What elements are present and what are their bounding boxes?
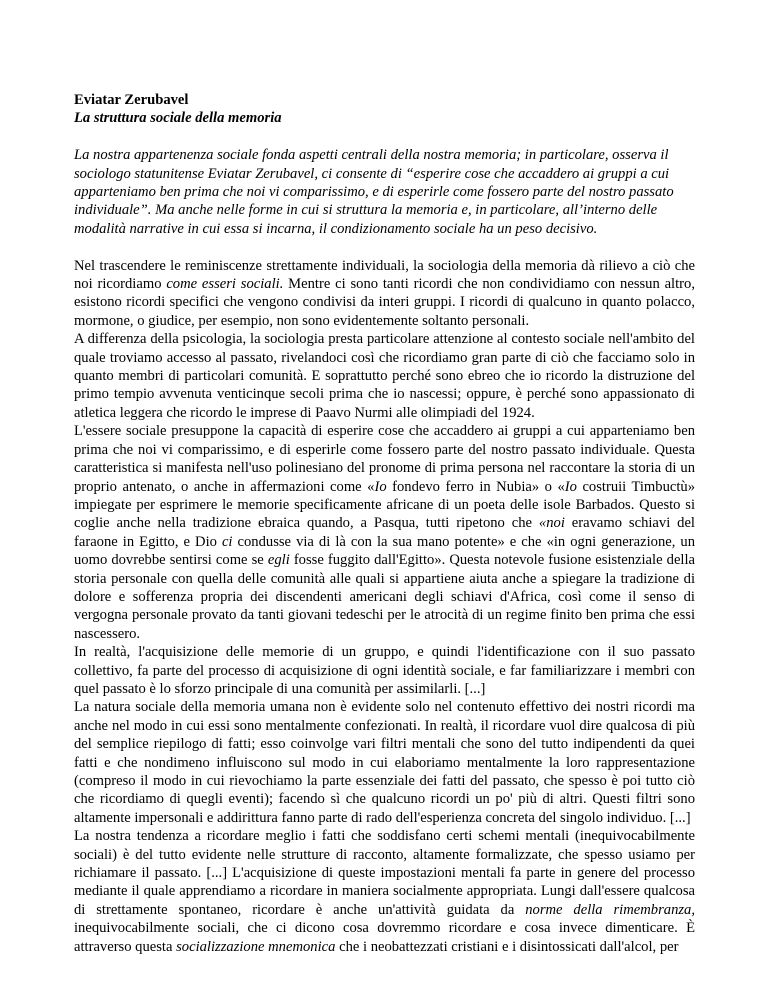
document-content [74, 91, 695, 956]
emphasis: norme della rimembranza, [525, 901, 695, 918]
emphasis: «noi [538, 515, 565, 532]
emphasis: ci [221, 533, 233, 550]
body-paragraph-2: A differenza della psicologia, la sociologia presta particolare attenzione al contesto sociale nell'ambito del quale troviamo accesso al passato, rivelandoci così che ricordiamo gran parte di ciò che facciamo solo in quanto membri di particolari comunità. E soprattutto perché sono ebreo che io ricordo la distruzione del primo tempio avvenuta venticinque secoli prima che io nascessi; oppure, è perché sono appassionato di atletica leggera che ricordo le imprese di Paavo Nurmi alle olimpiadi del 1924. [74, 331, 695, 421]
author-name: Eviatar Zerubavel [74, 92, 189, 108]
emphasis: come esseri sociali. [166, 276, 284, 293]
emphasis: Io [564, 478, 577, 495]
body-paragraph-4: In realtà, l'acquisizione delle memorie di un gruppo, e quindi l'identificazione con il suo passato collettivo, fa parte del processo di acquisizione di ogni identità sociale, e far familiarizzare i membri con quel passato è lo sforzo principale di una comunità per assimilarli. [...] [74, 644, 695, 697]
emphasis: egli [267, 552, 290, 569]
body-paragraph-3: L'essere sociale presuppone la capacità di esperire cose che accaddero ai gruppi a cui apparteniamo ben prima che noi vi comparissimo, e di esperirle come fossero parte del nostro passato individuale. Questa caratteristica si manifesta nell'uso polinesiano del pronome di prima persona nel raccontare la storia di un proprio antenato, o anche in affermazioni come «Io fondevo ferro in Nubia» o «Io costruii Timbuctù» impiegate per esprimere le memorie specificamente africane di un poeta delle isole Barbados. Questo si coglie anche nella tradizione ebraica quando, a Pasqua, tutti ripetono che «noi eravamo schiavi del faraone in Egitto, e Dio ci condusse via di là con la sua mano potente» e che «in ogni generazione, un uomo dovrebbe sentirsi come se egli fosse fuggito dall'Egitto». Questa notevole fusione esistenziale della storia personale con quella delle comunità alle quali si appartiene aiuta anche a spiegare la tradizione di dolore e sofferenza propria dei discendenti americani degli schiavi d'Africa, così come il senso di vergogna personale provato da tanti giovani tedeschi per le atrocità di un regime finito ben prima che essi nascessero. [74, 423, 696, 642]
emphasis: socializzazione mnemonica [176, 938, 336, 955]
body-paragraph-1: Nel trascendere le reminiscenze strettamente individuali, la sociologia della memoria dà rilievo a ciò che noi ricordiamo come esseri sociali. Mentre ci sono tanti ricordi che non condividiamo con nessun altro, esistono ricordi specifici che vengono condivisi da interi gruppi. I ricordi di qualcuno in quanto polacco, mormone, o giudice, per esempio, non sono evidentemente soltanto personali. [74, 257, 695, 329]
body-text [74, 257, 695, 956]
body-paragraph-5: La natura sociale della memoria umana non è evidente solo nel contenuto effettivo dei nostri ricordi ma anche nel modo in cui essi sono mentalmente confezionati. In realtà, il ricordare vuol dire qualcosa di più del semplice riepilogo di fatti; esso coinvolge vari filtri mentali che sono del tutto indipendenti da quei fatti e che nondimeno influiscono sul modo in cui elaboriamo mentalmente la loro rappresentazione (compreso il modo in cui rievochiamo la parte essenziale dei fatti del passato, che spesso è poi tutto ciò che ricordiamo di quegli eventi); facendo sì che qualcuno ricordi un po' più di altri. Questi filtri sono altamente impersonali e addirittura fanno parte di rado dell'esperienza concreta del singolo individuo. [...] [74, 699, 695, 826]
body-paragraph-6: La nostra tendenza a ricordare meglio i fatti che soddisfano certi schemi mentali (inequivocabilmente sociali) è del tutto evidente nelle strutture di racconto, altamente formalizzate, che spesso usiamo per richiamare il passato. [...] L'acquisizione di queste impostazioni mentali fa parte in genere del processo mediante il quale apprendiamo a ricordare in maniera socialmente appropriata. Lungi dall'essere qualcosa di strettamente spontaneo, ricordare è anche un'attività guidata da norme della rimembranza, inequivocabilmente sociali, che ci dicono cosa dovremmo ricordare e cosa invece dimenticare. È attraverso questa socializzazione mnemonica che i neobattezzati cristiani e i disintossicati dall'alcol, per [74, 828, 695, 955]
abstract-paragraph: La nostra appartenenza sociale fonda aspetti centrali della nostra memoria; in particolare, osserva il sociologo statunitense Eviatar Zerubavel, ci consente di “esperire cose che accaddero ai gruppi a cui apparteniamo ben prima che noi vi comparissimo, e di esperirle come fossero parte del nostro passato individuale”. Ma anche nelle forme in cui si struttura la memoria e, in particolare, all’interno delle modalità narrative in cui essa si incarna, il condizionamento sociale ha un peso decisivo. [74, 147, 674, 237]
emphasis: Io [374, 478, 387, 495]
document-title: La struttura sociale della memoria [74, 110, 282, 127]
